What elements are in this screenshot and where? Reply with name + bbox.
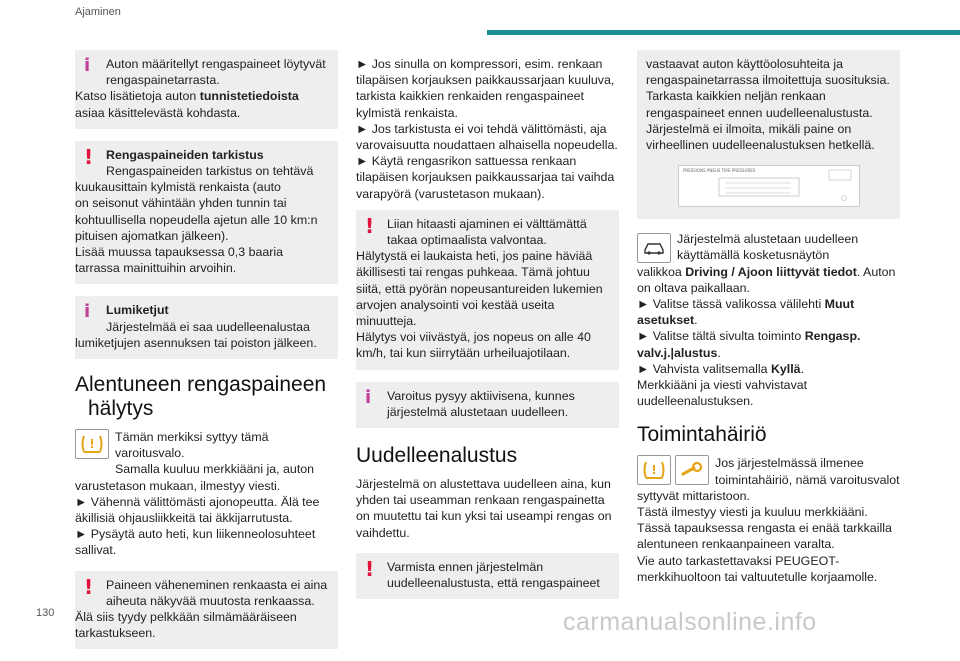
text-line: Hälytystä ei laukaista heti, jos paine häviää (356, 249, 593, 264)
text-line: varustetason mukaan, ilmestyy viesti. (75, 478, 281, 493)
text-line: Järjestelmä ei ilmoita, mikäli paine on (646, 121, 852, 136)
text-line: virheellinen uudelleenalustuksen hetkellä. (646, 138, 875, 153)
text-line: tarkastukseen. (75, 626, 156, 641)
header-title: Ajaminen (75, 6, 121, 18)
warning-icon: ! (365, 213, 375, 238)
text-run: . Auton (856, 264, 896, 279)
text-line: arvojen analysointi voi kestää useita (356, 297, 555, 312)
text-line: rengaspainetarrassa ilmoitettuja suosituksia. (646, 73, 890, 88)
text-run: . (694, 313, 698, 328)
label-heading: PRESSIONS PNEUS TIRE PRESSURES (682, 168, 755, 174)
warning-box-before-reinit (356, 553, 619, 599)
text-run: ► Valitse tältä sivulta toiminto (637, 329, 805, 344)
info-icon: i (365, 386, 372, 408)
column-3 (637, 50, 900, 593)
section-title-reinit: Uudelleenalustus (356, 444, 518, 468)
text-line: kuukausittain kylmistä renkaista (auto (75, 180, 281, 195)
warning-icon: ! (84, 144, 94, 169)
text-line: sallivat. (75, 543, 117, 558)
text-line: käyttämällä kosketusnäytön (677, 248, 830, 263)
text-line: Varmista ennen järjestelmän (387, 559, 544, 574)
text-line: vastaavat auton käyttöolosuhteita ja (646, 57, 844, 71)
wrench-icon (675, 455, 709, 485)
box-title: Rengaspaineiden tarkistus (106, 147, 264, 162)
section-title-low-pressure (75, 373, 338, 421)
box-continued (637, 50, 900, 219)
text-line: Tästä ilmestyy viesti ja kuuluu merkkiääni. (637, 505, 868, 520)
text-bold: asetukset (637, 313, 695, 328)
text-bold: Rengasp. (804, 329, 861, 344)
malfunction-body (637, 455, 900, 585)
text-line: Auton määritellyt rengaspaineet löytyvät (106, 57, 326, 71)
text-line: järjestelmä alustetaan uudelleen. (387, 404, 569, 419)
text-bold: valv.j.|alustus (637, 345, 718, 360)
text-run: valikkoa (637, 264, 686, 279)
info-box-snow-chains (75, 296, 338, 359)
watermark: carmanualsonline.info (563, 608, 817, 636)
svg-text:!: ! (651, 463, 657, 478)
section-title-line: Alentuneen rengaspaineen (75, 373, 327, 397)
reinit-procedure (637, 231, 900, 409)
box-title: Lumiketjut (106, 303, 169, 318)
text-line: kohtuullisella nopeudella ajetun alle 10 km:n (75, 212, 318, 227)
text-line: Järjestelmä on alustettava uudelleen aina, kun (356, 477, 611, 492)
text-line: Jos järjestelmässä ilmenee (715, 456, 864, 471)
text-line: takaa optimaalista valvontaa. (387, 233, 547, 248)
text-line: on seisonut vähintään yhden tunnin tai (75, 196, 287, 211)
text-line: tilapäisen korjauksen paikkaussarjaa tai vaihda (356, 170, 615, 185)
text-line: ► Pysäytä auto heti, kun liikenneolosuhteet (75, 527, 316, 542)
text-line: äkillisesti tai rengas puhkeaa. Tämä johtuu (356, 265, 590, 280)
text-line: on oltava paikallaan. (637, 280, 750, 295)
text-line: kylmistä renkaista. (356, 105, 458, 120)
text-line: Tarkasta kaikkien neljän renkaan (646, 89, 826, 104)
reinit-body (356, 476, 619, 541)
text-line: tarrassa mainittuihin arvoihin. (75, 261, 237, 276)
text-line: Paineen väheneminen renkaasta ei aina (106, 577, 328, 592)
warning-icon: ! (84, 574, 94, 599)
text-line: Vie auto tarkastettavaksi PEUGEOT- (637, 553, 840, 568)
text-line: km/h, tai kun siirrytään urheiluajotilaan. (356, 346, 571, 361)
text-run: ► Valitse tässä valikossa välilehti (637, 297, 825, 312)
section-title-line: hälytys (88, 397, 154, 421)
text-line: ► Jos sinulla on kompressori, esim. renkaan (356, 57, 603, 71)
text-run: ► Vahvista valitsemalla (637, 361, 771, 376)
text-line: ► Vähennä välittömästi ajonopeutta. Älä tee (75, 494, 320, 509)
text-run: . (800, 361, 805, 376)
text-run: Katso lisätietoja auton (75, 89, 200, 104)
text-line: toimintahäiriö, nämä varoitusvalot (715, 472, 900, 487)
tyre-pressure-warning-icon (637, 455, 671, 485)
warning-box-visual-check (75, 571, 338, 650)
text-line: Samalla kuuluu merkkiääni ja, auton (115, 462, 315, 477)
text-line: Älä siis tyydy pelkkään silmämääräiseen (75, 610, 297, 625)
text-line: Tämän merkiksi syttyy tämä varoitusvalo. (115, 430, 269, 461)
text-line: ► Jos tarkistusta ei voi tehdä välittömästi, aja (356, 121, 607, 136)
text-line: Hälytys voi viivästyä, jos nopeus on alle 40 (356, 330, 591, 345)
warning-icon: ! (365, 556, 375, 581)
text-line: rengaspainetarrasta. (106, 73, 220, 88)
text-line: aiheuta näkyvää muutosta renkaassa. (106, 593, 315, 608)
car-settings-icon (637, 233, 671, 263)
text-line: ► Käytä rengasrikon sattuessa renkaan (356, 154, 577, 169)
tyre-pressure-label-image (678, 165, 860, 207)
text-line: äkillisiä ohjausliikkeitä tai äkkijarrutusta. (75, 511, 293, 526)
text-bold: Driving / Ajoon liittyvät tiedot (685, 264, 857, 279)
text-bold: Muut (824, 297, 855, 312)
warning-box-pressure-check (75, 141, 338, 285)
text-line: yhden tai useamman renkaan rengaspainetta (356, 493, 605, 508)
text-line: alentuneen renkaanpaineen varalta. (637, 537, 835, 552)
text-line: Lisää muussa tapauksessa 0,3 baaria (75, 245, 284, 260)
section-title-malfunction: Toimintahäiriö (637, 423, 767, 447)
text-line: pituisen ajomatkan jälkeen). (75, 228, 229, 243)
column-1 (75, 50, 338, 661)
text-run: . (717, 345, 721, 360)
text-line: Liian hitaasti ajaminen ei välttämättä (387, 216, 587, 231)
svg-text:!: ! (89, 437, 95, 452)
text-line: varovaisuutta noudattaen alhaisella nopeudella. (356, 138, 618, 153)
text-line: merkkihuoltoon tai valtuutetulle korjaamolle. (637, 569, 878, 584)
text-line: asiaa käsittelevästä kohdasta. (75, 105, 241, 120)
text-line: tarkista kaikkien renkaiden rengaspaineet (356, 89, 584, 104)
text-line: Järjestelmää ei saa uudelleenalustaa (106, 319, 310, 334)
text-line: tilapäisen korjauksen paikkaussarjaan kuuluva, (356, 73, 615, 88)
text-bold: Kyllä (770, 361, 801, 376)
text-line: rengaspaineet ennen uudelleenalustusta. (646, 105, 873, 120)
info-box-tyre-label (75, 50, 338, 129)
text-line: Merkkiääni ja viesti vahvistavat (637, 378, 808, 393)
text-line: Rengaspaineiden tarkistus on tehtävä (106, 164, 314, 179)
text-line: on muutettu tai kun yksi tai useampi rengas on (356, 509, 612, 524)
text-line: uudelleenalustusta, että rengaspaineet (387, 576, 600, 591)
compressor-body (356, 56, 619, 202)
text-line: minuutteja. (356, 314, 417, 329)
text-line: Varoitus pysyy aktiivisena, kunnes (387, 388, 575, 403)
text-line: Järjestelmä alustetaan uudelleen (677, 232, 859, 247)
text-line: Tässä tapauksessa rengasta ei enää tarkkailla (637, 521, 892, 536)
tyre-pressure-warning-icon (75, 429, 109, 459)
text-line: varapyörä (varustetason mukaan). (356, 186, 545, 201)
info-box-warning-active (356, 382, 619, 428)
text-line: vaihdettu. (356, 525, 410, 540)
low-pressure-body (75, 429, 338, 559)
text-line: lumiketjujen asennuksen tai poiston jälkeen. (75, 335, 317, 350)
info-icon: i (84, 55, 91, 76)
text-bold: tunnistetiedoista (199, 89, 299, 104)
text-line: siitä, että pyörän nopeusantureiden lukemien (356, 281, 603, 296)
header-accent-bar (487, 30, 960, 35)
info-icon: i (84, 301, 91, 323)
page-number: 130 (36, 607, 55, 619)
warning-box-slow-driving (356, 210, 619, 370)
text-line: uudelleenalustuksen. (637, 394, 754, 409)
text-line: syttyvät mittaristoon. (637, 488, 750, 503)
column-2 (356, 50, 619, 611)
